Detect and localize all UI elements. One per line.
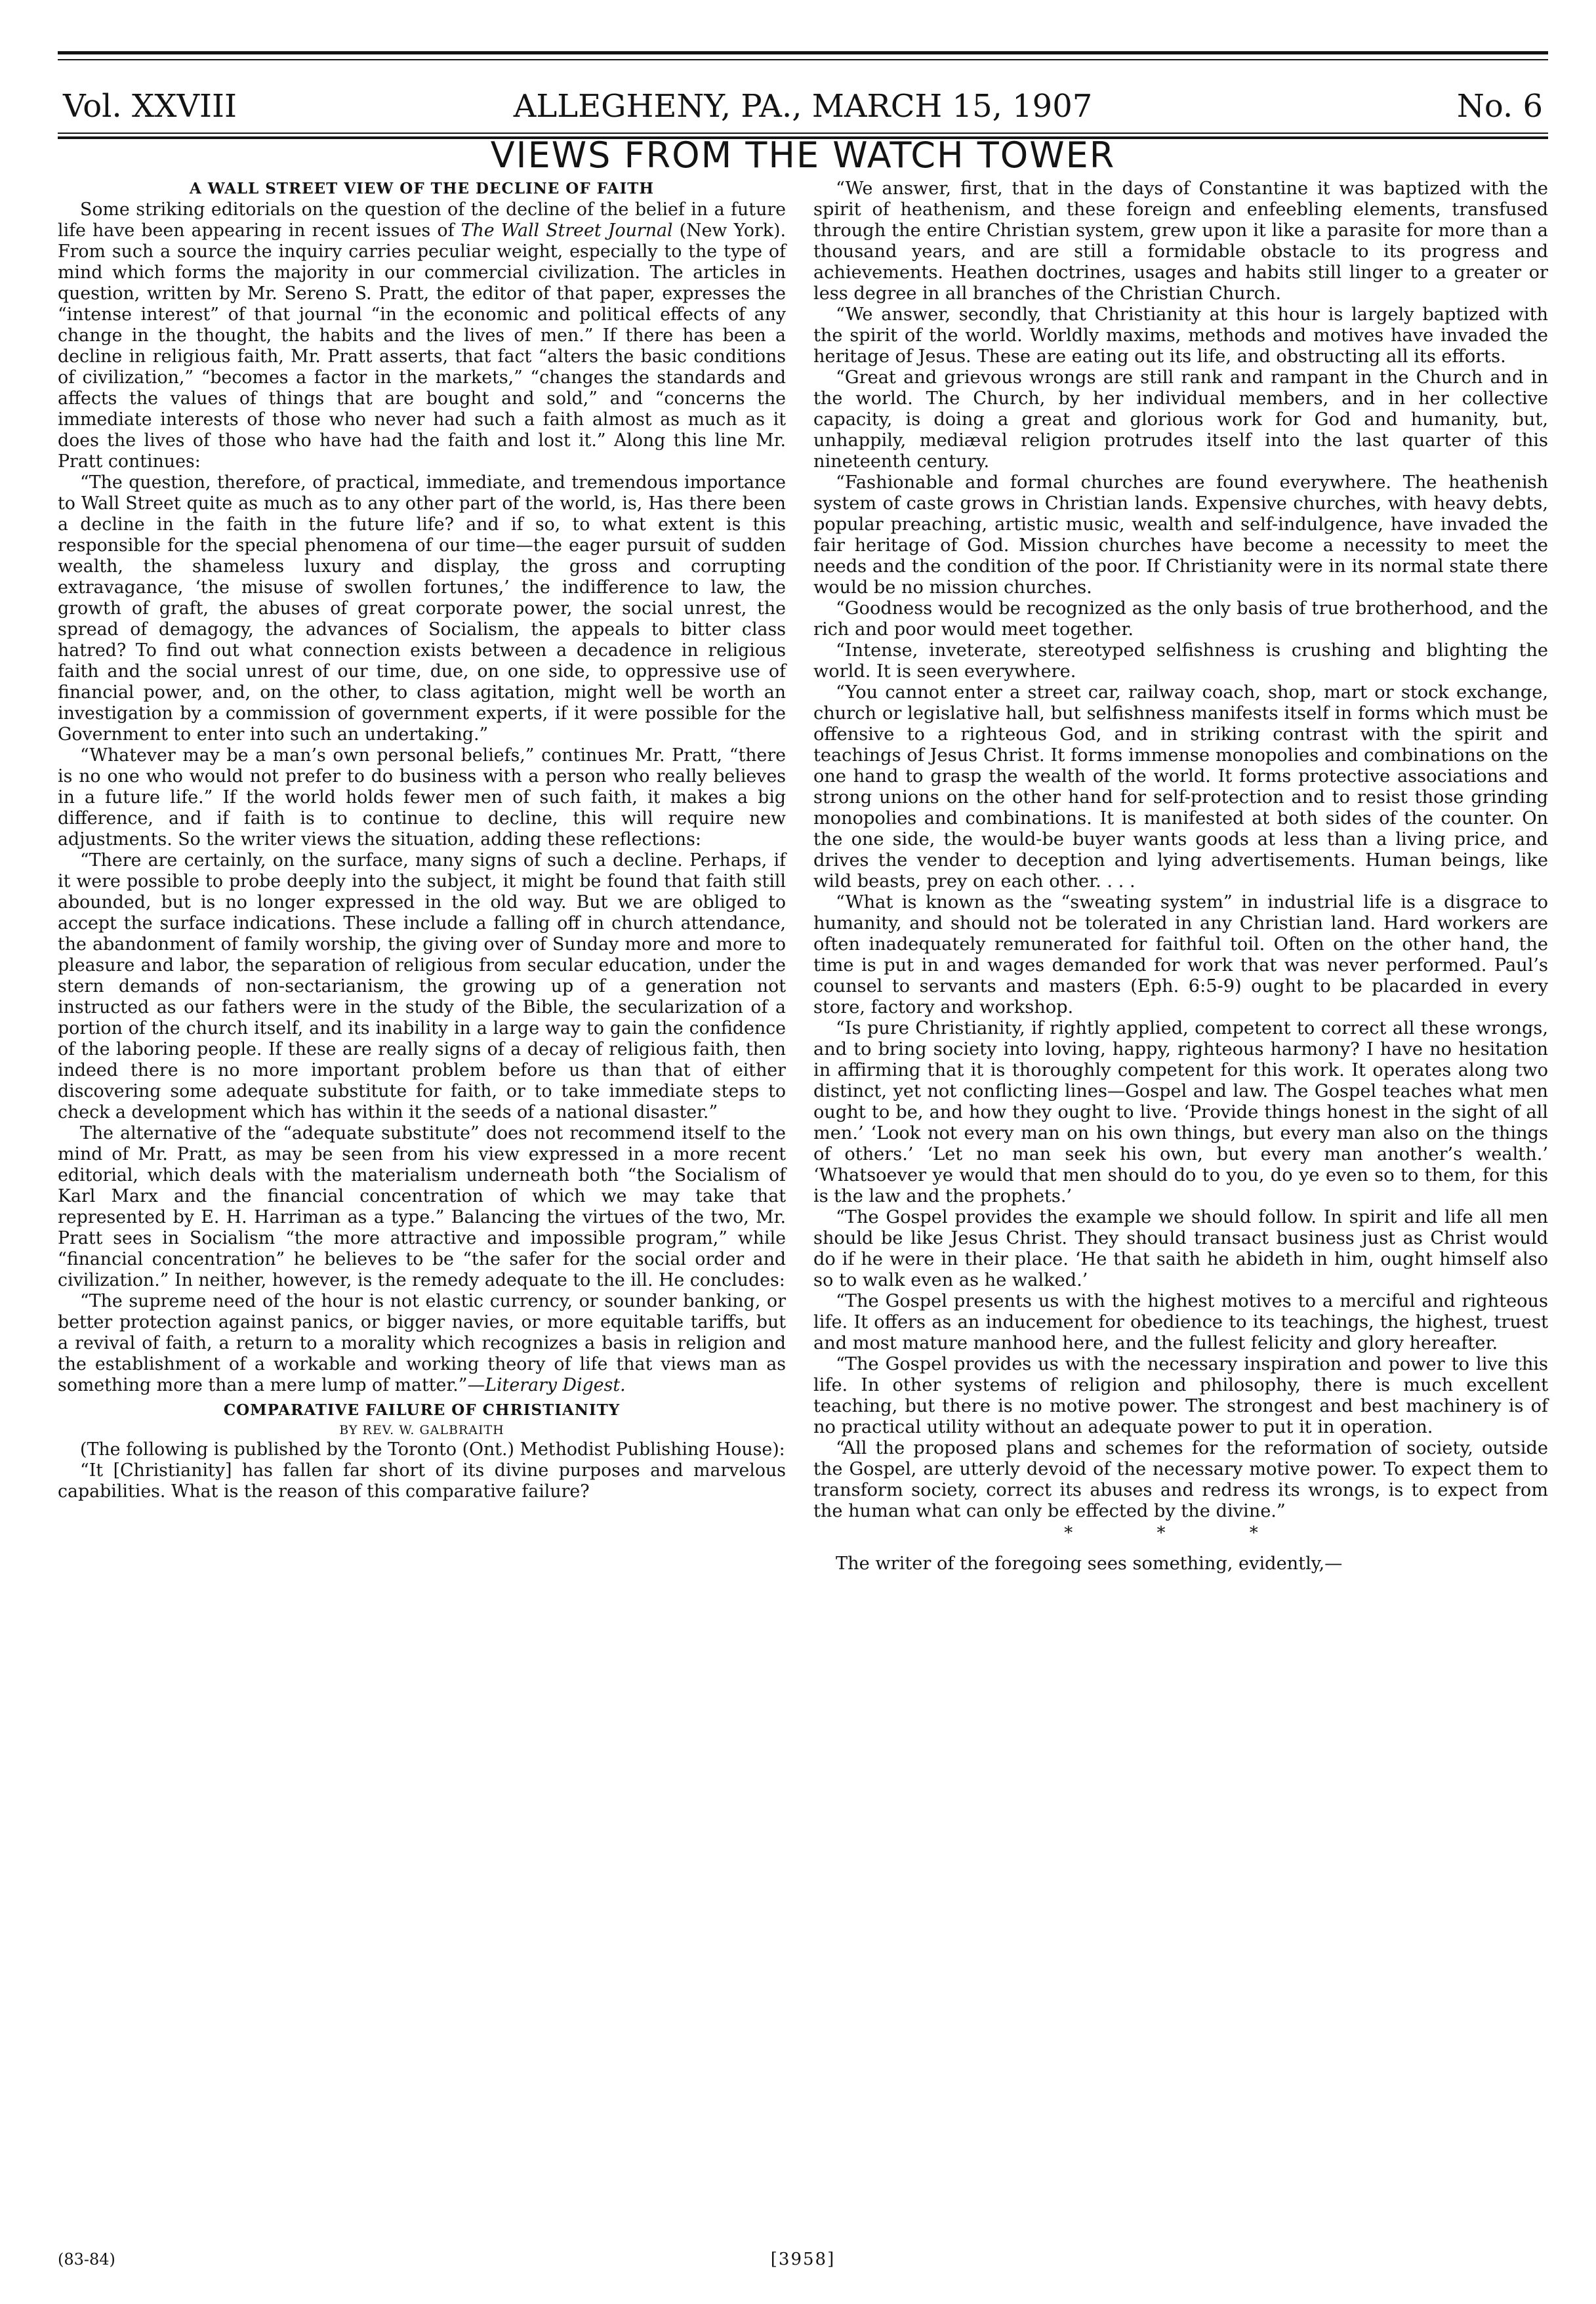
paragraph: (The following is published by the Toronto (Ont.) Methodist Publishing House): [80,1439,785,1460]
paragraph [58,199,786,472]
paragraph: “What is known as the “sweating system” in industrial life is a disgrace to humanity, and should not be tolerated in any Christian land. Hard workers are often inadequately remunerated for faithful toil. Often on the other hand, the time is put in and wages demanded for work that was never performed. Paul’s counsel to servants and masters (Eph. 6:5-9) ought to be placarded in every store, factory and workshop. [813,892,1548,1018]
paragraph: “Goodness would be recognized as the only basis of true brotherhood, and the rich and poor would meet together. [813,598,1548,640]
masthead-double-rule-upper [58,133,1548,134]
issue-number-label: No. 6 [1456,88,1543,125]
top-double-rule-lower [58,59,1548,60]
paragraph: “It [Christianity] has fallen far short of its divine purposes and marvelous capabilities. What is the reason of this comparative failure? [58,1460,786,1502]
place-date-label: ALLEGHENY, PA., MARCH 15, 1907 [513,88,1093,125]
page-title: VIEWS FROM THE WATCH TOWER [490,134,1116,176]
paragraph: “The Gospel provides the example we should follow. In spirit and life all men should be like Jesus Christ. They should transact business just as Christ would do if he were in their place. ‘He that saith he abideth in him, ought himself also so to walk even as he walked.’ [813,1207,1548,1290]
section-heading-comparative-failure: COMPARATIVE FAILURE OF CHRISTIANITY [223,1401,621,1419]
paragraph: “The question, therefore, of practical, immediate, and tremendous importance to Wall Street quite as much as to any other part of the world, is, Has there been a decline in the faith in the future life? and if so, to what extent is this responsible for the special phenomena of our time—the eager pursuit of sudden wealth, the shameless luxury and display, the gross and corrupting extravagance, ‘the misuse of swollen fortunes,’ the indifference to law, the growth of graft, the abuses of great corporate power, the social unrest, the spread of demagogy, the advances of Socialism, the appeals to bitter class hatred? To find out what connection exists between a decadence in religious faith and the social unrest of our time, due, on one side, to oppressive use of financial power, and, on the other, to class agitation, might well be worth an investigation by a commission of government experts, if it were possible for the Government to enter into such an undertaking.” [58,472,786,745]
page-number: [3958] [770,2250,836,2269]
paragraph-text: “The supreme need of the hour is not elastic currency, or sounder banking, or better protection against panics, or bigger navies, or more equitable tariffs, but a revival of faith, a return to a morality which recognizes a basis in religion and the establishment of a workable and working theory of life that views man as something more than a mere lump of matter.” [58,1291,786,1395]
section-heading-wall-street: A WALL STREET VIEW OF THE DECLINE OF FAITH [189,180,655,197]
paragraph: “Is pure Christianity, if rightly applied, competent to correct all these wrongs, and to bring society into loving, happy, righteous harmony? I have no hesitation in affirming that it is thoroughly competent for this work. It operates along two distinct, yet not conflicting lines—Gospel and law. The Gospel teaches what men ought to be, and how they ought to live. ‘Provide things honest in the sight of all men.’ ‘Look not every man on his own things, but every man also on the things of others.’ ‘Let no man seek his own, but every man another’s wealth.’ ‘Whatsoever ye would that men should do to you, do ye even so to them, for this is the law and the prophets.’ [813,1018,1548,1206]
paragraph: The writer of the foregoing sees something, evidently,— [836,1553,1343,1574]
masthead [58,80,1548,133]
asterism-separator: * * * [1064,1523,1298,1543]
paragraph: “You cannot enter a street car, railway coach, shop, mart or stock exchange, church or legislative hall, but selfishness manifests itself in forms which must be offensive to a righteous God, and in striking contrast with the spirit and teachings of Jesus Christ. It forms immense monopolies and combinations on the one hand to grasp the wealth of the world. It forms protective associations and strong unions on the other hand for self-protection and to resist those grinding monopolies and combinations. It is manifested at both sides of the counter. On the one side, the would-be buyer wants goods at less than a living price, and drives the vender to deception and lying advertisements. Human beings, like wild beasts, prey on each other. . . . [813,682,1548,892]
paragraph: “The Gospel provides us with the necessary inspiration and power to live this life. In other systems of religion and philosophy, there is much excellent teaching, but there is no motive power. The strongest and best machinery is of no practical utility without an adequate power to put it in operation. [813,1354,1548,1437]
paragraph: “The Gospel presents us with the highest motives to a merciful and righteous life. It offers as an inducement for obedience to its teachings, the highest, truest and most mature manhood here, and the fullest felicity and glory hereafter. [813,1291,1548,1353]
page-footer [58,2246,1548,2273]
paragraph: “Great and grievous wrongs are still rank and rampant in the Church and in the world. The Church, by her individual members, and in her collective capacity, is doing a great and glorious work for God and humanity, but, unhappily, mediæval religion protrudes itself into the last quarter of this nineteenth century. [813,367,1548,472]
byline: BY REV. W. GALBRAITH [339,1423,504,1437]
paragraph: “Whatever may be a man’s own personal beliefs,” continues Mr. Pratt, “there is no one who would not prefer to do business with a person who really believes in a future life.” If the world holds fewer men of such faith, it makes a big difference, and if faith is to continue to decline, this will require new adjustments. So the writer views the situation, adding these reflections: [58,745,786,850]
paragraph-text: Some striking editorials on the question of the decline of the belief in a future life have been appearing in recent issues of [58,199,786,241]
paragraph-text: (New York). From such a source the inquiry carries peculiar weight, especially to the type of mind which forms the majority in our commercial civilization. The articles in question, written by Mr. Sereno S. Pratt, the editor of that paper, expresses the “intense interest” of that journal “in the economic and political effects of any change in the thought, the habits and the lives of men.” If there has been a decline in religious faith, Mr. Pratt asserts, that fact “alters the basic conditions of civilization,” “becomes a factor in the markets,” “changes the standards and affects the values of things that are bought and sold,” and “concerns the immediate interests of those who never had such a faith almost as much as it does the lives of those who have had the faith and lost it.” Along this line Mr. Pratt continues: [58,220,787,472]
footer-code: (83-84) [58,2250,115,2269]
paragraph: “We answer, secondly, that Christianity at this hour is largely baptized with the spirit of the world. Worldly maxims, methods and motives have invaded the heritage of Jesus. These are eating out its life, and obstructing all its efforts. [813,304,1548,367]
paragraph: “All the proposed plans and schemes for the reformation of society, outside the Gospel, are utterly devoid of the necessary motive power. To expect them to transform society, correct its abuses and redress its wrongs, is to expect from the human what can only be effected by the divine.” [813,1438,1548,1521]
paragraph: “There are certainly, on the surface, many signs of such a decline. Perhaps, if it were possible to probe deeply into the subject, it might be found that faith still abounded, but is no longer expressed in the old way. But we are obliged to accept the surface indications. These include a falling off in church attendance, the abandonment of family worship, the giving over of Sunday more and more to pleasure and labor, the separation of religious from secular education, under the stern demands of non-sectarianism, the growing up of a generation not instructed as our fathers were in the study of the Bible, the secularization of a portion of the church itself, and its inability in a large way to gain the confidence of the laboring people. If these are really signs of a decay of religious faith, then indeed there is no more important problem before us than that of either discovering some adequate substitute for faith, or to take immediate steps to check a development which has within it the seeds of a national disaster.” [58,850,786,1122]
left-column [58,178,786,1502]
paragraph [58,1291,786,1396]
paragraph: “Intense, inveterate, stereotyped selfishness is crushing and blighting the world. It is seen everywhere. [813,640,1548,682]
paragraph: “Fashionable and formal churches are found everywhere. The heathenish system of caste grows in Christian lands. Expensive churches, with heavy debts, popular preaching, artistic music, wealth and self-indulgence, have invaded the fair heritage of God. Mission churches have become a necessity to meet the needs and the condition of the poor. If Christianity were in its normal state there would be no mission churches. [813,472,1548,598]
paragraph: “We answer, first, that in the days of Constantine it was baptized with the spirit of heathenism, and these foreign and enfeebling elements, transfused through the entire Christian system, grew upon it like a parasite for more than a thousand years, and are still a formidable obstacle to its progress and achievements. Heathen doctrines, usages and habits still linger to a greater or less degree in all branches of the Christian Church. [813,178,1548,304]
right-column [813,178,1548,1574]
top-double-rule-upper [58,51,1548,54]
paragraph: The alternative of the “adequate substitute” does not recommend itself to the mind of Mr. Pratt, as may be seen from his view expressed in a more recent editorial, which deals with the materialism underneath both “the Socialism of Karl Marx and the financial concentration of which we may take that represented by E. H. Harriman as a type.” Balancing the virtues of the two, Mr. Pratt sees in Socialism “the more attractive and impossible program,” while “financial concentration” he believes to be “the safer for the social order and civilization.” In neither, however, is the remedy adequate to the ill. He concludes: [58,1123,786,1290]
volume-label: Vol. XXVIII [63,88,237,125]
source-citation: —Literary Digest. [467,1375,626,1395]
journal-title: The Wall Street Journal [460,220,673,241]
